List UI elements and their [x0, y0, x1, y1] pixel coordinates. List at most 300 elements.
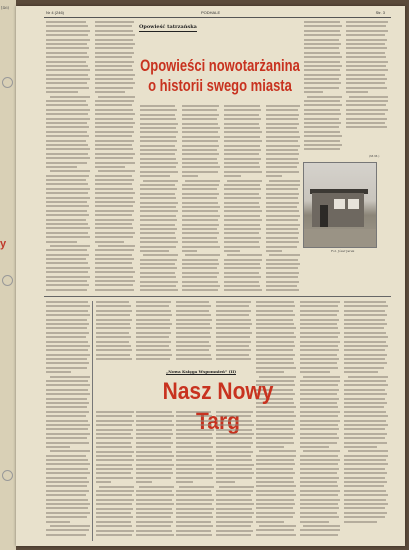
text-line — [46, 276, 90, 278]
text-line — [256, 512, 295, 514]
text-line — [256, 301, 294, 303]
text-line — [182, 114, 219, 116]
text-line — [182, 131, 218, 133]
text-line — [303, 525, 340, 527]
text-line — [95, 280, 135, 282]
text-line — [96, 516, 133, 518]
text-line — [96, 305, 131, 307]
text-line — [140, 219, 177, 221]
header-rule — [44, 17, 391, 18]
text-line — [46, 380, 88, 382]
text-line — [95, 69, 133, 71]
text-line — [216, 415, 251, 417]
text-line — [256, 521, 284, 523]
text-line — [216, 459, 252, 461]
text-line — [136, 459, 172, 461]
text-line — [216, 358, 251, 360]
text-line — [46, 126, 89, 128]
text-line — [224, 246, 260, 248]
text-line — [224, 193, 259, 195]
text-line — [256, 367, 296, 369]
text-line — [46, 56, 89, 58]
text-line — [140, 281, 178, 283]
text-line — [300, 341, 340, 343]
text-line — [266, 153, 299, 155]
text-line — [46, 428, 88, 430]
photo-signature: (M.M.) — [369, 154, 380, 158]
text-line — [300, 362, 337, 364]
text-column — [346, 21, 388, 133]
text-line — [136, 349, 171, 351]
text-line — [46, 389, 88, 391]
text-line — [176, 336, 211, 338]
text-line — [96, 319, 132, 321]
text-line — [300, 437, 339, 439]
text-line — [304, 100, 340, 102]
text-line — [256, 516, 293, 518]
text-line — [344, 463, 388, 465]
text-line — [256, 459, 294, 461]
text-line — [95, 56, 132, 58]
text-line — [344, 490, 386, 492]
text-line — [46, 78, 90, 80]
text-line — [136, 314, 172, 316]
text-line — [95, 25, 132, 27]
text-line — [140, 118, 176, 120]
text-line — [300, 481, 337, 483]
text-line — [182, 219, 218, 221]
text-line — [176, 358, 212, 360]
text-line — [266, 184, 300, 186]
text-line — [96, 354, 130, 356]
text-line — [176, 451, 211, 453]
text-line — [176, 455, 212, 457]
text-line — [224, 109, 261, 111]
text-line — [304, 65, 342, 67]
text-line — [344, 327, 384, 329]
text-line — [176, 345, 211, 347]
text-line — [256, 358, 293, 360]
text-line — [140, 202, 178, 204]
text-line — [256, 332, 294, 334]
text-line — [46, 52, 87, 54]
text-line — [95, 267, 133, 269]
text-line — [140, 162, 178, 164]
text-line — [346, 87, 387, 89]
text-line — [136, 442, 173, 444]
text-line — [176, 319, 212, 321]
text-line — [344, 349, 385, 351]
text-line — [46, 65, 88, 67]
text-column — [224, 105, 262, 295]
text-line — [96, 534, 132, 536]
text-line — [224, 237, 261, 239]
text-line — [46, 201, 87, 203]
text-line — [46, 214, 89, 216]
text-line — [182, 127, 220, 129]
text-line — [300, 327, 338, 329]
text-line — [256, 455, 296, 457]
text-line — [136, 336, 169, 338]
text-line — [140, 184, 175, 186]
text-line — [46, 262, 88, 264]
text-line — [136, 490, 172, 492]
text-line — [344, 481, 387, 483]
text-line — [303, 450, 340, 452]
text-line — [176, 472, 212, 474]
text-line — [344, 424, 388, 426]
text-line — [300, 424, 338, 426]
text-line — [176, 534, 212, 536]
text-line — [185, 180, 220, 182]
text-line — [346, 82, 385, 84]
text-line — [176, 468, 214, 470]
text-line — [50, 170, 90, 172]
text-line — [346, 74, 385, 76]
text-line — [46, 521, 70, 523]
text-line — [216, 301, 251, 303]
text-line — [46, 345, 90, 347]
text-line — [176, 459, 214, 461]
text-line — [136, 516, 171, 518]
text-line — [140, 171, 178, 173]
text-column — [136, 411, 174, 541]
text-line — [176, 481, 193, 483]
text-line — [344, 371, 378, 373]
text-line — [300, 380, 340, 382]
text-line — [176, 314, 211, 316]
text-line — [46, 310, 88, 312]
text-line — [227, 180, 262, 182]
text-line — [304, 87, 339, 89]
text-line — [176, 477, 213, 479]
text-line — [136, 481, 152, 483]
text-line — [216, 455, 251, 457]
text-line — [256, 490, 294, 492]
text-line — [256, 442, 294, 444]
text-line — [176, 349, 209, 351]
text-line — [136, 508, 172, 510]
text-line — [176, 464, 212, 466]
text-line — [346, 104, 386, 106]
text-line — [96, 424, 132, 426]
text-line — [50, 450, 90, 452]
text-line — [46, 507, 88, 509]
text-line — [346, 100, 388, 102]
text-line — [140, 246, 176, 248]
text-line — [346, 21, 388, 23]
text-line — [266, 109, 298, 111]
text-line — [304, 91, 323, 93]
text-column — [216, 301, 252, 363]
text-line — [300, 477, 339, 479]
text-line — [216, 411, 253, 413]
text-line — [266, 202, 299, 204]
text-line — [266, 131, 299, 133]
text-line — [50, 245, 90, 247]
text-line — [140, 285, 176, 287]
text-line — [266, 193, 299, 195]
text-line — [300, 468, 339, 470]
text-line — [344, 314, 387, 316]
text-line — [46, 472, 90, 474]
text-line — [344, 437, 385, 439]
text-line — [344, 406, 384, 408]
text-line — [95, 30, 133, 32]
text-line — [256, 323, 294, 325]
text-line — [300, 503, 338, 505]
text-line — [50, 376, 90, 378]
text-line — [266, 140, 298, 142]
text-line — [143, 180, 178, 182]
text-line — [224, 118, 261, 120]
text-line — [136, 521, 173, 523]
text-line — [136, 327, 170, 329]
text-line — [136, 534, 174, 536]
text-line — [266, 289, 299, 291]
text-line — [259, 450, 296, 452]
text-line — [304, 69, 340, 71]
text-line — [136, 446, 171, 448]
text-line — [304, 61, 340, 63]
text-line — [95, 175, 132, 177]
text-line — [46, 236, 90, 238]
text-line — [176, 310, 209, 312]
article-rubric: „Nowa Księga Wspomnień” (II) — [166, 369, 237, 374]
text-line — [179, 486, 214, 488]
text-line — [182, 263, 219, 265]
text-line — [256, 437, 293, 439]
text-line — [266, 118, 298, 120]
text-line — [346, 69, 388, 71]
text-line — [176, 521, 211, 523]
text-line — [224, 153, 259, 155]
text-line — [266, 272, 299, 274]
text-line — [182, 285, 220, 287]
text-line — [216, 319, 251, 321]
photo-window — [348, 199, 359, 209]
text-line — [46, 534, 86, 536]
text-line — [95, 47, 133, 49]
text-line — [182, 281, 218, 283]
text-line — [140, 250, 169, 252]
text-line — [96, 503, 132, 505]
text-line — [96, 490, 134, 492]
text-line — [300, 516, 339, 518]
text-line — [95, 157, 133, 159]
text-line — [46, 140, 86, 142]
text-line — [304, 144, 342, 146]
text-line — [303, 376, 340, 378]
text-line — [46, 332, 89, 334]
text-line — [216, 323, 252, 325]
text-line — [266, 210, 299, 212]
text-line — [224, 131, 262, 133]
text-line — [224, 105, 260, 107]
text-line — [95, 126, 133, 128]
text-line — [176, 490, 211, 492]
text-line — [176, 420, 214, 422]
text-line — [307, 96, 342, 98]
text-line — [95, 201, 135, 203]
text-line — [344, 389, 385, 391]
text-line — [224, 281, 259, 283]
text-line — [224, 289, 262, 291]
text-column — [216, 411, 254, 541]
text-line — [266, 232, 299, 234]
text-line — [96, 341, 129, 343]
text-line — [46, 398, 87, 400]
text-line — [304, 122, 341, 124]
text-line — [344, 433, 387, 435]
text-line — [344, 380, 386, 382]
text-line — [96, 477, 133, 479]
text-line — [300, 463, 338, 465]
text-line — [95, 118, 133, 120]
text-line — [95, 179, 134, 181]
text-line — [216, 345, 249, 347]
text-line — [182, 145, 219, 147]
text-line — [136, 354, 172, 356]
text-line — [256, 485, 296, 487]
text-line — [224, 149, 261, 151]
text-line — [182, 210, 218, 212]
text-line — [346, 52, 385, 54]
text-line — [266, 175, 282, 177]
text-line — [182, 136, 220, 138]
text-line — [176, 327, 212, 329]
text-line — [256, 463, 295, 465]
text-line — [98, 245, 135, 247]
text-line — [346, 61, 388, 63]
text-line — [136, 323, 172, 325]
text-line — [46, 192, 88, 194]
text-line — [216, 516, 252, 518]
text-line — [46, 223, 88, 225]
text-line — [46, 494, 86, 496]
text-line — [256, 349, 293, 351]
text-line — [182, 215, 220, 217]
text-column — [46, 301, 90, 541]
text-line — [140, 224, 175, 226]
text-line — [266, 219, 298, 221]
text-line — [46, 43, 87, 45]
text-line — [300, 389, 339, 391]
text-line — [300, 529, 340, 531]
text-line — [216, 464, 254, 466]
building-photo — [303, 162, 377, 248]
text-line — [46, 175, 89, 177]
text-line — [182, 197, 217, 199]
text-line — [344, 319, 385, 321]
text-line — [46, 442, 89, 444]
text-line — [176, 411, 211, 413]
text-line — [46, 109, 90, 111]
text-column — [266, 105, 300, 295]
text-line — [95, 61, 134, 63]
text-line — [224, 136, 260, 138]
text-line — [46, 87, 89, 89]
text-line — [300, 358, 339, 360]
text-line — [96, 345, 131, 347]
text-line — [46, 249, 87, 251]
text-line — [346, 78, 387, 80]
text-line — [216, 442, 253, 444]
text-line — [182, 276, 217, 278]
text-line — [46, 122, 87, 124]
text-line — [95, 249, 134, 251]
text-line — [300, 349, 339, 351]
text-line — [95, 276, 133, 278]
text-line — [176, 446, 213, 448]
text-line — [46, 157, 90, 159]
text-line — [266, 105, 300, 107]
text-line — [304, 34, 341, 36]
text-line — [140, 136, 176, 138]
text-line — [300, 499, 340, 501]
text-line — [344, 411, 386, 413]
text-line — [346, 25, 386, 27]
text-line — [95, 289, 134, 291]
text-line — [46, 197, 90, 199]
text-line — [182, 175, 198, 177]
text-line — [96, 499, 134, 501]
text-line — [46, 241, 77, 243]
text-line — [95, 197, 133, 199]
text-line — [304, 52, 340, 54]
text-line — [182, 250, 197, 252]
text-line — [266, 162, 299, 164]
text-line — [98, 96, 135, 98]
text-line — [46, 402, 89, 404]
text-line — [96, 314, 130, 316]
text-line — [140, 237, 176, 239]
text-line — [95, 140, 134, 142]
text-line — [344, 477, 385, 479]
text-line — [224, 140, 262, 142]
text-line — [216, 525, 251, 527]
text-line — [140, 206, 176, 208]
text-column — [136, 301, 172, 363]
text-line — [344, 402, 387, 404]
text-line — [96, 411, 134, 413]
text-line — [176, 525, 213, 527]
text-line — [96, 415, 132, 417]
text-line — [176, 332, 210, 334]
text-line — [95, 223, 132, 225]
text-line — [304, 118, 339, 120]
text-line — [96, 508, 133, 510]
text-line — [136, 420, 172, 422]
text-line — [346, 109, 388, 111]
text-line — [46, 463, 90, 465]
text-line — [256, 305, 295, 307]
text-line — [344, 305, 388, 307]
text-line — [46, 21, 86, 23]
text-line — [256, 345, 295, 347]
text-line — [344, 507, 385, 509]
text-line — [46, 499, 88, 501]
text-line — [95, 241, 124, 243]
photo-door — [320, 205, 328, 227]
text-line — [140, 197, 176, 199]
text-line — [96, 429, 133, 431]
text-line — [348, 376, 388, 378]
text-line — [46, 258, 86, 260]
text-line — [96, 420, 134, 422]
text-line — [256, 310, 293, 312]
text-line — [304, 74, 341, 76]
